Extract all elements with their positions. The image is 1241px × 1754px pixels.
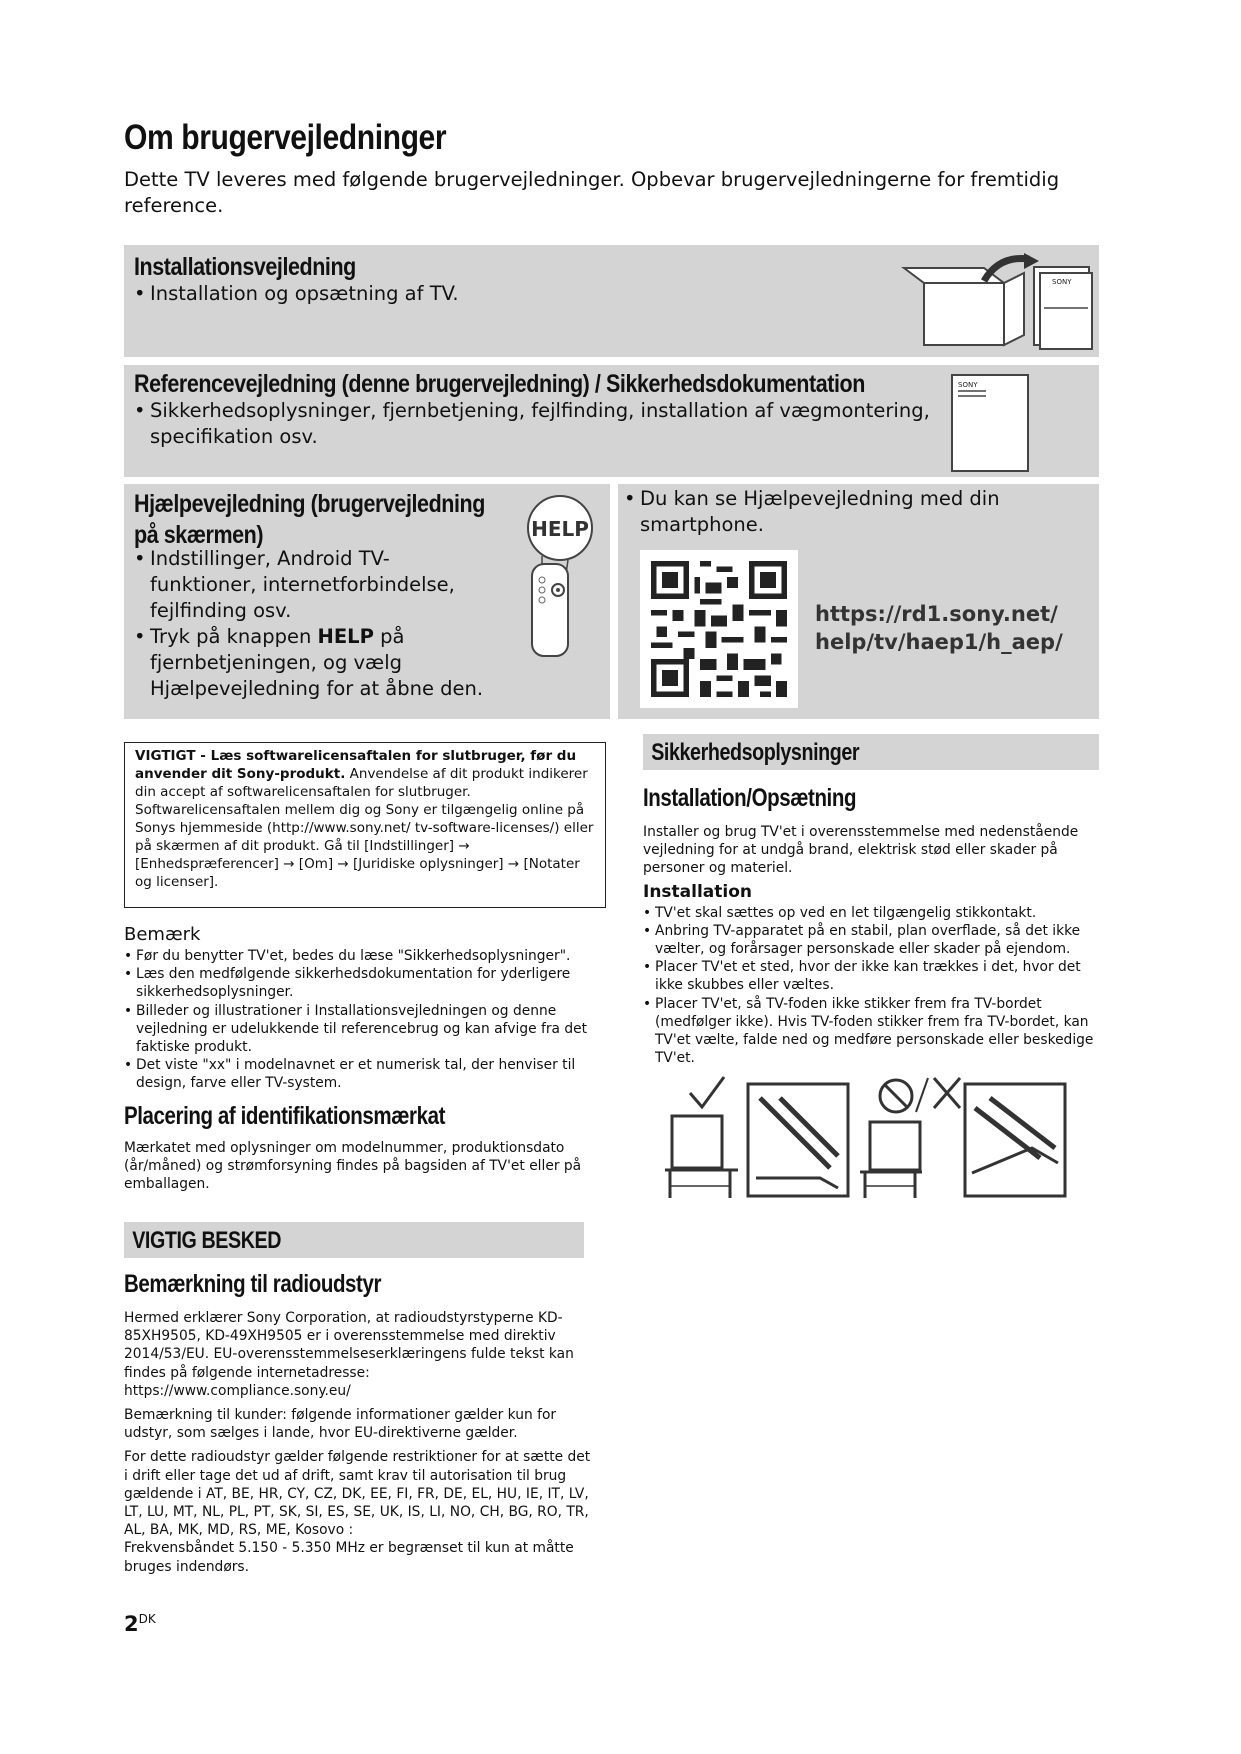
remote-help-illustration <box>520 494 600 664</box>
install-guide-box <box>124 245 1099 357</box>
help-guide-heading-1: Hjælpevejledning (brugervejledning <box>134 490 485 518</box>
radio-p4: Frekvensbåndet 5.150 - 5.350 MHz er begrænset til kun at måtte bruges indendørs. <box>124 1540 574 1575</box>
label-heading: Placering af identifikationsmærkat <box>124 1102 445 1130</box>
installation-intro: Installer og brug TV'et i overensstemmelse med nedenstående vejledning for at undgå brand, elektrisk stød eller skader på personer og materiel. <box>643 824 1079 877</box>
installation-item: • Placer TV'et et sted, hvor der ikke kan trækkes i det, hvor det ikke skubbes eller væltes. <box>643 958 1103 994</box>
installation-item: • Placer TV'et, så TV-foden ikke stikker frem fra TV-bordet (medfølger ikke). Hvis TV-foden stikker frem fra TV-bordet, kan TV'et vælte, falde ned og medføre personskade eller beskedige TV'et. <box>643 995 1103 1068</box>
help-guide-item-1: • Indstillinger, Android TV-funktioner, internetforbindelse, fejlfinding osv. <box>134 546 494 624</box>
license-notice-bold: VIGTIGT - Læs softwarelicensaftalen for slutbruger, før du anvender dit Sony-produkt. <box>135 748 577 782</box>
important-bar: VIGTIG BESKED <box>124 1222 584 1258</box>
installation-item: • Anbring TV-apparatet på en stabil, plan overflade, så det ikke vælter, og forårsager personskade eller skader på ejendom. <box>643 922 1103 958</box>
smartphone-item: • Du kan se Hjælpevejledning med din smartphone. <box>624 486 1024 538</box>
reference-guide-heading: Referencevejledning (denne brugervejledning) / Sikkerhedsdokumentation <box>134 370 865 398</box>
note-item: • Før du benytter TV'et, bedes du læse "Sikkerhedsoplysninger". <box>124 947 594 965</box>
box-manual-illustration <box>894 253 1094 353</box>
installation-subheading: Installation <box>643 881 753 902</box>
note-item: • Det viste "xx" i modelnavnet er et numerisk tal, der henviser til design, farve eller TV-system. <box>124 1056 594 1092</box>
radio-p1: Hermed erklærer Sony Corporation, at radioudstyrstyperne KD-85XH9505, KD-49XH9505 er i overensstemmelse med direktiv 2014/53/EU. EU-overensstemmelseserklæringens fulde tekst kan findes på følgende internetadresse: https://www.compliance.sony.eu/ <box>124 1310 574 1399</box>
label-text: Mærkatet med oplysninger om modelnummer, produktionsdato (år/måned) og strømforsyning findes på bagsiden af TV'et eller på emballagen. <box>124 1140 582 1193</box>
radio-p2: Bemærkning til kunder: følgende informationer gælder kun for udstyr, som sælges i lande, hvor EU-direktiverne gælder. <box>124 1407 557 1442</box>
radio-heading: Bemærkning til radioudstyr <box>124 1270 382 1298</box>
install-guide-item: • Installation og opsætning af TV. <box>134 281 459 307</box>
radio-p3: For dette radioudstyr gælder følgende restriktioner for at sætte det i drift eller tage det ud af drift, samt krav til autorisation til brug gældende i AT, BE, HR, CY, CZ, DK, EE, FI, FR, DE, EL, HU, IE, IT, LV, LT, LU, MT, NL, PL, PT, SK, SI, ES, SE, UK, IS, LI, NO, CH, BG, RO, TR, AL, BA, MK, MD, RS, ME, Kosovo : <box>124 1449 591 1539</box>
license-notice-text: Anvendelse af dit produkt indikerer din accept af softwarelicensaftalen for slutbruger. Softwarelicensaftalen mellem dig og Sony er tilgængelig online på Sonys hjemmeside (http://www.sony.net/ tv-software-licenses/) eller på skærmen af dit produkt. Gå til [Indstillinger] → [Enhedspræferencer] → [Om] → [Juridiske oplysninger] → [Notater og licenser]. <box>135 766 594 890</box>
reference-guide-box <box>124 365 1099 477</box>
page-title: Om brugervejledninger <box>124 118 447 157</box>
safety-bar: Sikkerhedsoplysninger <box>643 734 1099 770</box>
note-heading: Bemærk <box>124 924 201 945</box>
manual-illustration <box>950 373 1030 473</box>
qr-code[interactable] <box>640 550 798 708</box>
help-url[interactable]: https://rd1.sony.net/ help/tv/haep1/h_aep/ <box>815 602 1063 654</box>
note-item: • Billeder og illustrationer i Installationsvejledningen og denne vejledning er udelukkende til referencebrug og kan afvige fra det faktiske produkt. <box>124 1002 594 1057</box>
license-notice <box>124 742 606 908</box>
help-guide-heading-2: på skærmen) <box>134 521 264 549</box>
help-guide-box <box>124 484 610 719</box>
reference-guide-item: • Sikkerhedsoplysninger, fjernbetjening, fejlfinding, installation af vægmontering, specifikation osv. <box>134 398 934 450</box>
sony-logo: SONY <box>1052 278 1072 286</box>
install-guide-heading: Installationsvejledning <box>134 253 356 281</box>
installation-heading: Installation/Opsætning <box>643 784 857 812</box>
help-guide-item-2: • Tryk på knappen HELP på fjernbetjeningen, og vælg Hjælpevejledning for at åbne den. <box>134 624 494 702</box>
intro-text: Dette TV leveres med følgende brugervejledninger. Opbevar brugervejledningerne for fremtidig reference. <box>124 168 1060 217</box>
installation-item: • TV'et skal sættes op ved en let tilgængelig stikkontakt. <box>643 904 1103 922</box>
svg-text:SONY: SONY <box>958 381 978 389</box>
tv-placement-illustration <box>660 1068 1100 1208</box>
page-number: $2^{DK}$ <box>124 1612 156 1636</box>
help-label: HELP <box>531 517 589 541</box>
note-item: • Læs den medfølgende sikkerhedsdokumentation for yderligere sikkerhedsoplysninger. <box>124 965 594 1001</box>
